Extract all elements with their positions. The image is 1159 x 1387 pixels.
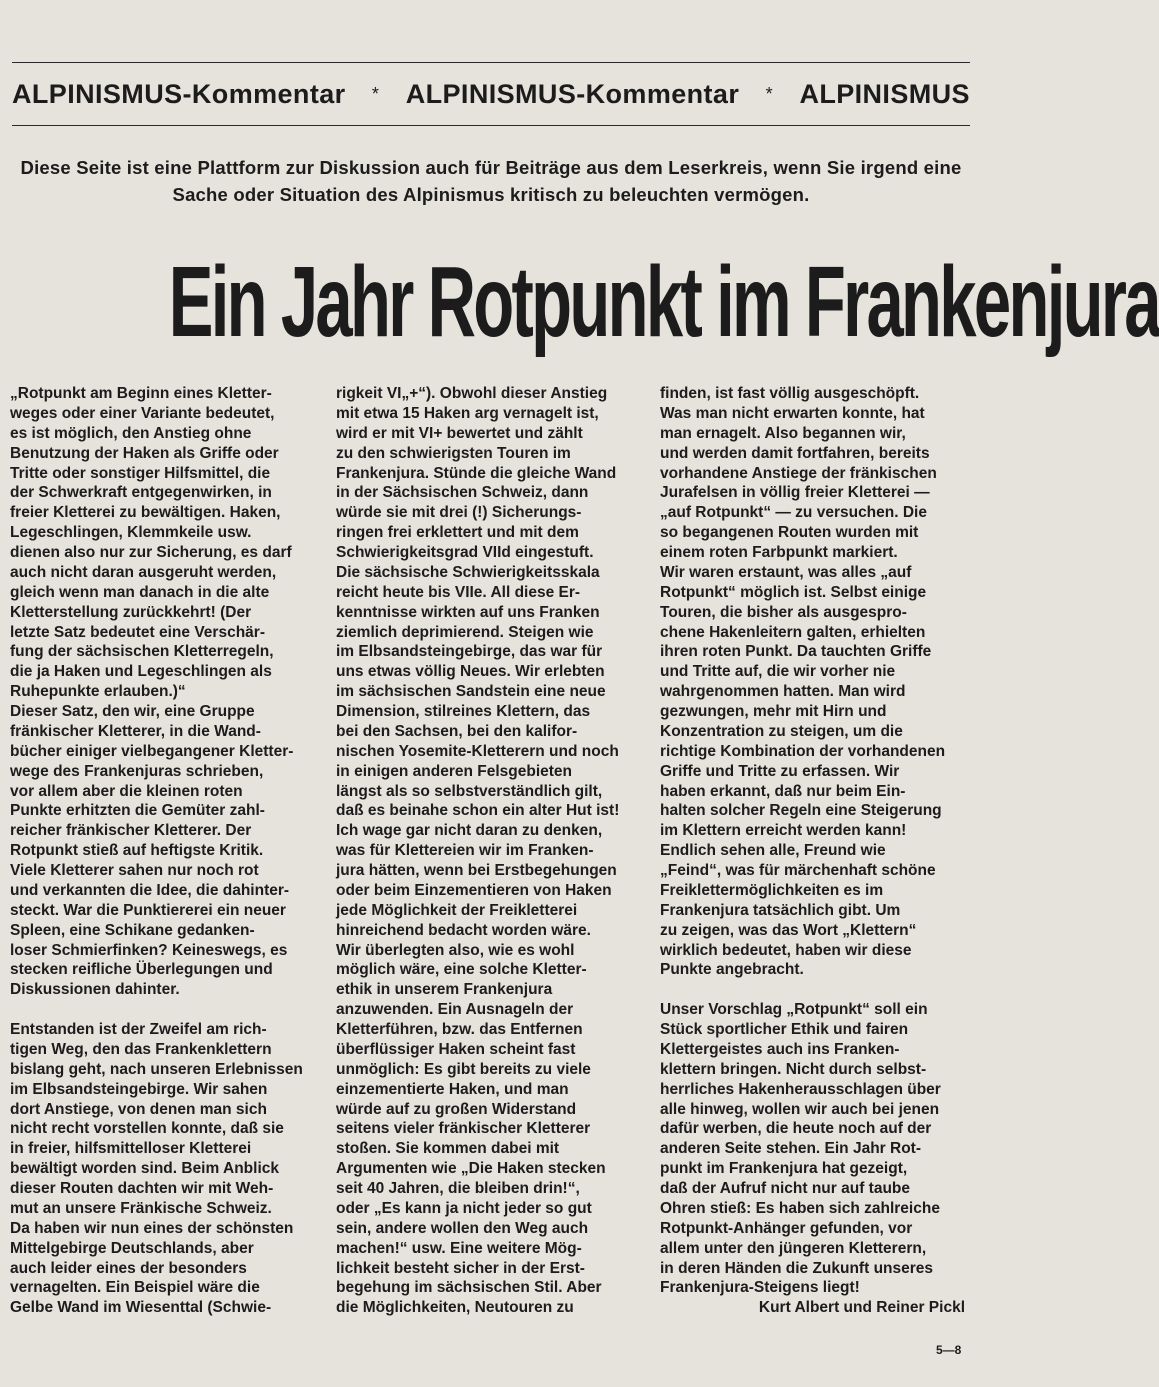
text-line: zu zeigen, was das Wort „Klettern“ <box>660 921 917 939</box>
text-line: stecken reifliche Überlegungen und <box>10 961 273 979</box>
text-line: Punkte angebracht. <box>660 961 804 979</box>
text-line: überflüssiger Haken scheint fast <box>336 1040 576 1058</box>
text-line: Endlich sehen alle, Freund wie <box>660 842 886 860</box>
text-line: würde auf zu großen Widerstand <box>336 1100 577 1118</box>
text-line: wird er mit VI+ bewertet und zählt <box>336 424 583 442</box>
text-line: Ich wage gar nicht daran zu denken, <box>336 822 603 840</box>
text-line: Legeschlingen, Klemmkeile usw. <box>10 524 252 542</box>
text-line: punkt im Frankenjura hat gezeigt, <box>660 1160 908 1178</box>
text-line: mit etwa 15 Haken arg vernagelt ist, <box>336 404 599 422</box>
text-line: Was man nicht erwarten konnte, hat <box>660 404 925 422</box>
text-line: Ohren stieß: Es haben sich zahlreiche <box>660 1199 940 1217</box>
text-line: Tritte oder sonstiger Hilfsmittel, die <box>10 464 271 482</box>
page-number: 5—8 <box>936 1343 962 1357</box>
text-line: Dimension, stilreines Klettern, das <box>336 703 591 720</box>
banner-star-1: * <box>371 83 380 104</box>
text-line: fränkischer Kletterer, in die Wand- <box>10 722 261 740</box>
article-column-1 <box>10 384 315 1318</box>
article-column-3 <box>660 384 965 1318</box>
text-line: bei den Sachsen, bei den kalifor- <box>336 722 578 740</box>
text-line: es ist möglich, den Anstieg ohne <box>10 424 252 442</box>
text-line: dienen also nur zur Sicherung, es darf <box>10 544 292 561</box>
text-line: steckt. War die Punktiererei ein neuer <box>10 901 286 919</box>
text-line: weges oder einer Variante bedeutet, <box>10 404 275 422</box>
text-line: fung der sächsischen Kletterregeln, <box>10 643 274 661</box>
article-column-2 <box>336 384 641 1318</box>
text-line: machen!“ usw. Eine weitere Mög- <box>336 1239 582 1257</box>
text-line: Rotpunkt-Anhänger gefunden, vor <box>660 1219 913 1237</box>
text-line: Die sächsische Schwierigkeitsskala <box>336 563 600 581</box>
text-line: Frankenjura tatsächlich gibt. Um <box>660 901 901 919</box>
text-line: längst als so selbstverständlich gilt, <box>336 782 603 800</box>
banner-star-2: * <box>765 83 774 104</box>
text-line: Viele Kletterer sahen nur noch rot <box>10 862 259 879</box>
text-line: die Möglichkeiten, Neutouren zu <box>336 1299 574 1317</box>
section-banner <box>12 74 970 114</box>
text-line: Frankenjura-Steigens liegt! <box>660 1279 860 1297</box>
text-line: haben erkannt, daß nur beim Ein- <box>660 782 906 800</box>
text-line: würde sie mit drei (!) Sicherungs- <box>336 504 582 522</box>
text-line: Wir überlegten also, wie es wohl <box>336 941 575 959</box>
text-line: ihren roten Punkt. Da tauchten Griffe <box>660 643 932 661</box>
text-line: im Klettern erreicht werden kann! <box>660 822 907 840</box>
text-line: man ernagelt. Also begannen wir, <box>660 424 906 442</box>
text-line: bislang geht, nach unseren Erlebnissen <box>10 1060 303 1078</box>
text-line: hinreichend bedacht worden wäre. <box>336 921 591 939</box>
text-line: „Feind“, was für märchenhaft schöne <box>660 862 936 879</box>
text-line: anzuwenden. Ein Ausnageln der <box>336 1001 574 1019</box>
text-line: dieser Routen dachten wir mit Weh- <box>10 1180 274 1197</box>
text-line: finden, ist fast völlig ausgeschöpft. <box>660 385 920 402</box>
text-line: auch nicht daran ausgeruht werden, <box>10 563 277 581</box>
text-line: unmöglich: Es gibt bereits zu viele <box>336 1060 591 1078</box>
text-line: Argumenten wie „Die Haken stecken <box>336 1160 606 1178</box>
text-line: sein, andere wollen den Weg auch <box>336 1219 589 1237</box>
text-line: oder beim Einzementieren von Haken <box>336 881 612 899</box>
text-line: dort Anstiege, von denen man sich <box>10 1100 267 1118</box>
bottom-rule <box>12 125 970 126</box>
text-line: Stück sportlicher Ethik und fairen <box>660 1021 909 1038</box>
text-line: Diskussionen dahinter. <box>10 981 180 999</box>
text-line: seitens vieler fränkischer Kletterer <box>336 1120 591 1138</box>
text-line: Kletterstellung zurückkehrt! (Der <box>10 603 252 621</box>
text-line: gezwungen, mehr mit Hirn und <box>660 703 887 720</box>
text-line: einem roten Farbpunkt markiert. <box>660 544 898 561</box>
text-line: alle hinweg, wollen wir auch bei jenen <box>660 1100 940 1118</box>
intro-text: Diese Seite ist eine Plattform zur Diskussion auch für Beiträge aus dem Leserkreis, wenn Sie irgend eine Sache oder Situation des Alpinismus kritisch zu beleuchten vermögen. <box>20 157 962 205</box>
text-line: allem unter den jüngeren Kletterern, <box>660 1239 927 1257</box>
text-line: und Tritte auf, die wir vorher nie <box>660 663 896 681</box>
text-line: Benutzung der Haken als Griffe oder <box>10 444 279 462</box>
text-line: stoßen. Sie kommen dabei mit <box>336 1140 560 1158</box>
text-line: Dieser Satz, den wir, eine Gruppe <box>10 703 255 720</box>
text-line: „auf Rotpunkt“ — zu versuchen. Die <box>660 504 927 522</box>
banner-label-1: ALPINISMUS-Kommentar <box>12 78 346 109</box>
text-line: der Schwerkraft entgegenwirken, in <box>10 484 272 502</box>
text-line: ringen frei erklettert und mit dem <box>336 524 579 542</box>
text-line: letzte Satz bedeutet eine Verschär- <box>10 623 265 641</box>
text-line: in einigen anderen Felsgebieten <box>336 762 572 780</box>
text-line: Griffe und Tritte zu erfassen. Wir <box>660 762 900 780</box>
text-line: Entstanden ist der Zweifel am rich- <box>10 1021 267 1038</box>
text-line: dafür werben, die heute noch auf der <box>660 1120 932 1138</box>
text-line: möglich wäre, eine solche Kletter- <box>336 961 587 979</box>
text-line: vor allem aber die kleinen roten <box>10 782 243 800</box>
text-line: im Elbsandsteingebirge, das war für <box>336 643 603 661</box>
text-line: Gelbe Wand im Wiesenttal (Schwie- <box>10 1299 272 1317</box>
text-line: in deren Händen die Zukunft unseres <box>660 1259 934 1277</box>
text-line: wahrgenommen hatten. Man wird <box>660 683 906 701</box>
text-line: Mittelgebirge Deutschlands, aber <box>10 1239 254 1257</box>
text-line: „Rotpunkt am Beginn eines Kletter- <box>10 385 272 402</box>
text-line: Freiklettermöglichkeiten es im <box>660 881 884 899</box>
text-line: wege des Frankenjuras schrieben, <box>10 762 264 780</box>
text-line: loser Schmierfinken? Keineswegs, es <box>10 941 288 959</box>
text-line: in der Sächsischen Schweiz, dann <box>336 484 589 502</box>
text-line: Klettergeistes auch ins Franken- <box>660 1040 900 1058</box>
text-line: jura hätten, wenn bei Erstbegehungen <box>336 862 617 879</box>
text-line: ethik in unserem Frankenjura <box>336 981 553 999</box>
text-line: auch leider eines der besonders <box>10 1259 247 1277</box>
text-line: herrliches Hakenherausschlagen über <box>660 1080 941 1098</box>
text-line: uns etwas völlig Neues. Wir erlebten <box>336 663 605 681</box>
text-line: seit 40 Jahren, die bleiben drin!“, <box>336 1180 580 1197</box>
text-line: richtige Kombination der vorhandenen <box>660 742 946 760</box>
banner-label-2: ALPINISMUS-Kommentar <box>405 78 740 109</box>
text-line: halten solcher Regeln eine Steigerung <box>660 802 942 820</box>
top-rule <box>12 62 970 63</box>
paragraph-gap <box>660 980 965 1000</box>
text-line: einzementierte Haken, und man <box>336 1080 569 1098</box>
text-line: Konzentration zu steigen, um die <box>660 722 903 740</box>
text-line: anderen Seite stehen. Ein Jahr Rot- <box>660 1140 921 1158</box>
article-headline: Ein Jahr Rotpunkt im Frankenjura <box>168 246 1159 358</box>
text-line: freier Kletterei zu bewältigen. Haken, <box>10 504 281 522</box>
text-line: wirklich bedeutet, haben wir diese <box>660 941 912 959</box>
text-line: vernagelten. Ein Beispiel wäre die <box>10 1279 260 1297</box>
author-signature: Kurt Albert und Reiner Pickl <box>758 1299 965 1317</box>
text-line: was für Klettereien wir im Franken- <box>336 842 594 860</box>
text-line: im Elbsandsteingebirge. Wir sahen <box>10 1080 268 1098</box>
text-line: oder „Es kann ja nicht jeder so gut <box>336 1199 592 1217</box>
text-line: in freier, hilfsmittelloser Kletterei <box>10 1140 252 1158</box>
text-line: begehung im sächsischen Stil. Aber <box>336 1279 602 1297</box>
text-line: lichkeit besteht sicher in der Erst- <box>336 1259 585 1277</box>
text-line: Punkte erhitzten die Gemüter zahl- <box>10 802 265 820</box>
text-line: Frankenjura. Stünde die gleiche Wand <box>336 464 617 482</box>
text-line: nicht recht vorstellen konnte, daß sie <box>10 1120 284 1138</box>
text-line: die ja Haken und Legeschlingen als <box>10 663 272 681</box>
text-line: Kletterführen, bzw. das Entfernen <box>336 1021 583 1038</box>
text-line: chene Hakenleitern galten, erhielten <box>660 623 926 641</box>
text-line: klettern bringen. Nicht durch selbst- <box>660 1060 927 1078</box>
text-line: gleich wenn man danach in die alte <box>10 583 270 601</box>
paragraph-gap <box>10 1000 315 1020</box>
text-line: reicher fränkischer Kletterer. Der <box>10 822 252 840</box>
banner-label-3: ALPINISMUS <box>799 78 970 109</box>
text-line: rigkeit VI„+“). Obwohl dieser Anstieg <box>336 385 608 402</box>
text-line: bücher einiger vielbegangener Kletter- <box>10 742 294 760</box>
text-line: und verkannten die Idee, die dahinter- <box>10 881 290 899</box>
text-line: vorhandene Anstiege der fränkischen <box>660 464 937 482</box>
text-line: im sächsischen Sandstein eine neue <box>336 683 606 701</box>
text-line: Jurafelsen in völlig freier Kletterei — <box>660 484 930 502</box>
text-line: daß der Aufruf nicht nur auf taube <box>660 1180 911 1197</box>
text-line: daß es beinahe schon ein alter Hut ist! <box>336 802 620 820</box>
text-line: so begangenen Routen wurden mit <box>660 524 919 542</box>
text-line: jede Möglichkeit der Freikletterei <box>336 901 578 919</box>
text-line: kenntnisse wirkten auf uns Franken <box>336 603 600 621</box>
text-line: und werden damit fortfahren, bereits <box>660 444 930 462</box>
text-line: Ruhepunkte erlauben.)“ <box>10 683 186 701</box>
text-line: zu den schwierigsten Touren im <box>336 444 571 462</box>
text-line: Wir waren erstaunt, was alles „auf <box>660 563 912 581</box>
text-line: nischen Yosemite-Kletterern und noch <box>336 742 619 760</box>
text-line: bewältigt worden sind. Beim Anblick <box>10 1160 279 1178</box>
text-line: Spleen, eine Schikane gedanken- <box>10 921 255 939</box>
text-line: ziemlich deprimierend. Steigen wie <box>336 623 594 641</box>
text-line: Touren, die bisher als ausgespro- <box>660 603 907 621</box>
text-line: tigen Weg, den das Frankenklettern <box>10 1040 272 1058</box>
text-line: mut an unsere Fränkische Schweiz. <box>10 1199 272 1217</box>
text-line: Da haben wir nun eines der schönsten <box>10 1219 294 1237</box>
text-line: reicht heute bis VIIe. All diese Er- <box>336 583 581 601</box>
text-line: Rotpunkt“ möglich ist. Selbst einige <box>660 583 927 601</box>
text-line: Unser Vorschlag „Rotpunkt“ soll ein <box>660 1001 928 1019</box>
text-line: Rotpunkt stieß auf heftigste Kritik. <box>10 842 264 860</box>
text-line: Schwierigkeitsgrad VIId eingestuft. <box>336 544 594 561</box>
